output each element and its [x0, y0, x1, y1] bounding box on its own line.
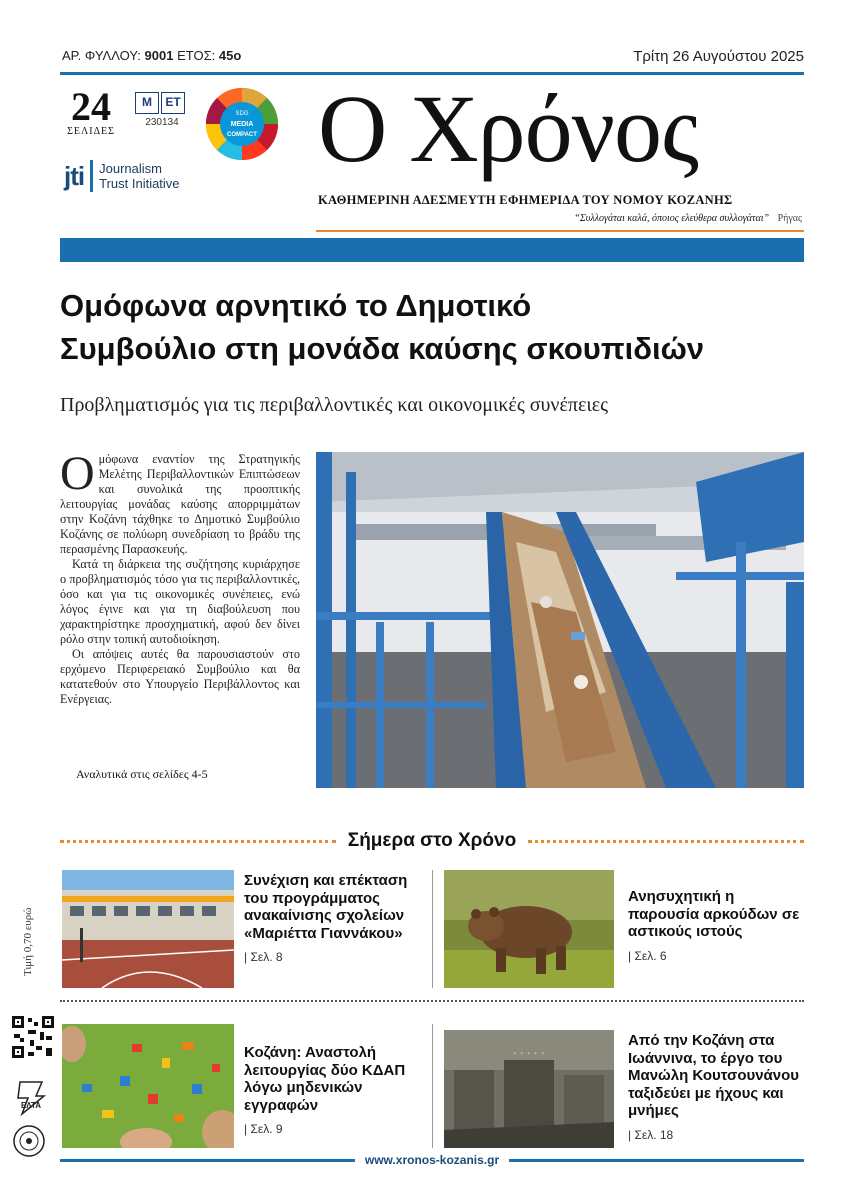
sdg-media-compact-logo [204, 86, 280, 162]
story-2[interactable] [628, 888, 804, 963]
issue-year: 45ο [218, 48, 242, 63]
story-3-title: Κοζάνη: Αναστολή λειτουργίας δύο ΚΔΑΠ λόγω μηδενικών εγγραφών [244, 1044, 406, 1114]
met-code: 230134 [145, 117, 179, 128]
story-column-divider-top [432, 870, 433, 988]
motto-text: “Συλλογάται καλά, όποιος ελεύθερα συλλογάται” [574, 213, 770, 224]
lead-paragraph-3: Οι απόψεις αυτές θα παρουσιαστούν στο ερχόμενο Περιφερειακό Συμβούλιο και θα κατατεθούν στο Υπουργείο Περιβάλλοντος και Ενέργειας. [60, 647, 300, 706]
footer-rule-right [509, 1159, 804, 1162]
story-4-title: Από την Κοζάνη στα Ιωάννινα, το έργο του Μανώλη Κουτσουνάνου ταξιδεύει με ήχους και μνήμες [628, 1032, 800, 1119]
section-dots-right [528, 840, 804, 843]
jti-divider [90, 160, 93, 192]
story-3-page: | Σελ. 9 [244, 1122, 283, 1136]
story-2-page: | Σελ. 6 [628, 948, 667, 963]
lead-headline-line1: Ομόφωνα αρνητικό το Δημοτικό [60, 288, 532, 323]
masthead-underline [316, 230, 804, 232]
story-3[interactable] [244, 1044, 420, 1136]
jti-logo [64, 160, 180, 192]
footer-rule-left [60, 1159, 355, 1162]
issue-year-label: ΕΤΟΣ: [177, 48, 216, 63]
lead-deck: Προβληματισμός για τις περιβαλλοντικές και οικονομικές συνέπειες [60, 394, 609, 416]
elta-logo [14, 1078, 48, 1118]
page-count-number: 24 [71, 84, 111, 129]
met-logo-right: ΕΤ [161, 92, 185, 114]
svg-text:. . . . .: . . . . . [513, 1043, 545, 1058]
issue-number-label: ΑΡ. ΦΥΛΛΟΥ: [62, 48, 141, 63]
elta-text: ΕΛΤΑ [20, 1101, 42, 1110]
story-2-title: Ανησυχητική η παρουσία αρκούδων σε αστικούς ιστούς [628, 888, 800, 940]
met-logo [135, 92, 189, 128]
footer [60, 1152, 804, 1168]
issue-info [62, 48, 241, 63]
website-link[interactable]: www.xronos-kozanis.gr [364, 1153, 500, 1167]
story-1[interactable] [244, 872, 420, 964]
price-text: Τιμή 0,70 ευρώ [22, 907, 34, 976]
page-count [60, 84, 122, 137]
jti-text [99, 161, 179, 191]
jti-text-line2: Trust Initiative [99, 176, 180, 191]
section-dots-left [60, 840, 336, 843]
lead-body [60, 447, 300, 707]
jti-logo-mark: jti [64, 160, 85, 191]
lead-paragraph-1-text: μόφωνα εναντίον της Στρατηγικής Μελέτης Περιβαλλοντικών Επιπτώσεων και συνολικά της προοπτικής λειτουργίας μονάδας καύσης απορριμμάτων στην Κοζάνη τάχθηκε το Δημοτικό Συμβούλιο Κοζάνης σε πολύωρη συνεδρίαση το βράδυ της περασμένης Παρασκευής. [60, 452, 300, 556]
sdg-line3: COMPACT [227, 132, 257, 138]
lead-photo [316, 452, 804, 788]
seal-icon [12, 1124, 46, 1158]
story-4-photo [444, 1030, 614, 1148]
section-header [60, 830, 804, 852]
sdg-line2: MEDIA [230, 121, 254, 128]
section-title: Σήμερα στο Χρόνο [347, 830, 517, 851]
stories-row-divider [60, 1000, 804, 1002]
jti-text-line1: Journalism [99, 161, 162, 176]
page-count-label: ΣΕΛΙΔΕΣ [67, 126, 115, 137]
met-logo-left: Μ [135, 92, 159, 114]
price [22, 880, 42, 990]
story-4-page: | Σελ. 18 [628, 1127, 674, 1142]
story-4[interactable] [628, 1032, 804, 1142]
story-3-photo [62, 1024, 234, 1148]
qr-code-icon[interactable] [10, 1014, 56, 1060]
story-1-page: | Σελ. 8 [244, 950, 283, 964]
sdg-line1: SDG [235, 111, 249, 117]
issue-number: 9001 [144, 48, 174, 63]
lead-headline[interactable] [60, 284, 804, 370]
lead-paragraph-1 [60, 447, 300, 557]
lead-paragraph-2: Κατά τη διάρκεια της συζήτησης κυριάρχησε ο προβληματισμός τόσο για τις περιβαλλοντικές, όσο και για τις οικονομικές συνέπειες, ενώ λόγος έγινε και για τη διαβούλευση που χαρακτηρίστηκε προσχηματική, αφού δεν δίνει ρόλο στην τοπική αυτοδιοίκηση. [60, 557, 300, 646]
masthead-title: Ο Χρόνος [318, 75, 698, 182]
issue-date: Τρίτη 26 Αυγούστου 2025 [633, 48, 804, 65]
lead-continued[interactable]: Αναλυτικά στις σελίδες 4-5 [76, 767, 208, 781]
masthead-motto [574, 213, 802, 224]
story-1-title: Συνέχιση και επέκταση του προγράμματος ανακαίνισης σχολείων «Μαριέττα Γιαννάκου» [244, 872, 408, 942]
story-2-photo [444, 870, 614, 988]
masthead-blue-band [60, 238, 804, 262]
story-1-photo [62, 870, 234, 988]
masthead-subtitle: ΚΑΘΗΜΕΡΙΝΗ ΑΔΕΣΜΕΥΤΗ ΕΦΗΜΕΡΙΔΑ ΤΟΥ ΝΟΜΟΥ ΚΟΖΑΝΗΣ [318, 193, 733, 207]
motto-author: Ρήγας [777, 213, 802, 224]
drop-cap: Ο [60, 447, 95, 500]
lead-headline-line2: Συμβούλιο στη μονάδα καύσης σκουπιδιών [60, 331, 705, 366]
story-column-divider-bottom [432, 1024, 433, 1148]
